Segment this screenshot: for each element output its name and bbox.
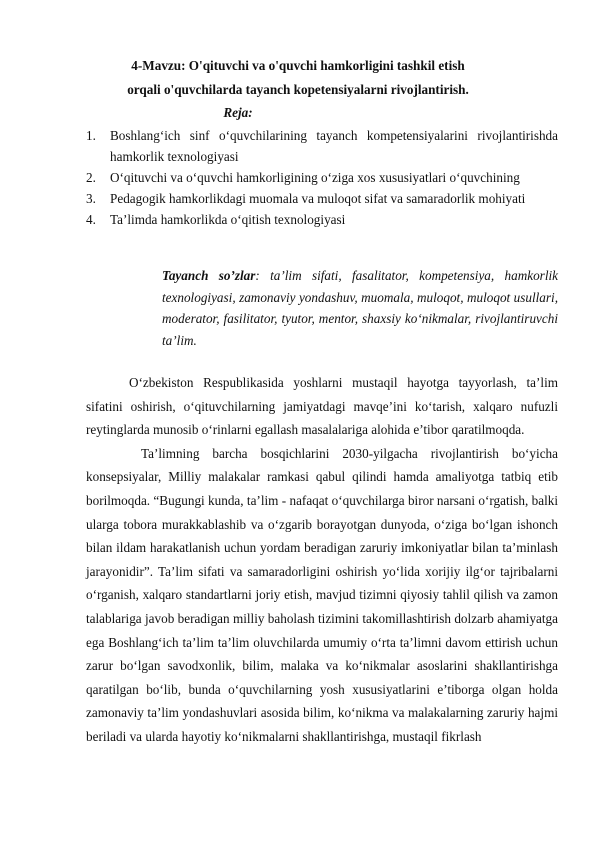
title-line-2: orqali o'quvchilarda tayanch kopetensiyalarni rivojlantirish. bbox=[127, 82, 469, 97]
plan-item-number: 4. bbox=[86, 212, 96, 227]
plan-item bbox=[86, 209, 558, 230]
plan-item-number: 1. bbox=[86, 128, 96, 143]
title-line-1: 4-Mavzu: O'qituvchi va o'quvchi hamkorligini tashkil etish bbox=[131, 58, 465, 73]
plan-item-text: Ta’limda hamkorlikda o‘qitish texnologiyasi bbox=[110, 212, 346, 227]
plan-list bbox=[86, 125, 558, 230]
body-text bbox=[86, 371, 558, 749]
keywords-label: Tayanch so’zlar bbox=[162, 268, 256, 283]
keywords-block bbox=[162, 265, 558, 351]
plan-item-text: Boshlang‘ich sinf o‘quvchilarining tayanch kompetensiyalarini rivojlantirishda hamkorlik texnologiyasi bbox=[110, 128, 558, 164]
plan-heading: Reja: bbox=[223, 105, 253, 120]
plan-item bbox=[86, 167, 558, 188]
plan-item bbox=[86, 125, 558, 167]
keywords-text: : ta’lim sifati, fasalitator, kompetensiya, hamkorlik texnologiyasi, zamonaviy yondashuv, muomala, muloqot, muloqot usullari, moderator, fasilitator, tyutor, mentor, shaxsiy ko‘nikmalar, rivojlantiruvchi ta’lim. bbox=[162, 268, 558, 348]
plan-item-number: 2. bbox=[86, 170, 96, 185]
plan-item-number: 3. bbox=[86, 191, 96, 206]
plan-item-text: O‘qituvchi va o‘quvchi hamkorligining o‘ziga xos xususiyatlari o‘quvchining bbox=[110, 170, 520, 185]
paragraph-1: O‘zbekiston Respublikasida yoshlarni mustaqil hayotga tayyorlash, ta’lim sifatini oshirish, o‘qituvchilarning jamiyatdagi mavqe’ini ko‘tarish, xalqaro nufuzli reytinglarda munosib o‘rinlarni egallash masalalariga alohida e’tibor qaratilmoqda. bbox=[86, 375, 558, 438]
paragraph-2: Ta’limning barcha bosqichlarini 2030-yilgacha rivojlantirish bo‘yicha konsepsiyalar, Milliy malakalar ramkasi qabul qilindi hamda amaliyotga tatbiq etib borilmoqda. “Bugungi kunda, ta’lim - nafaqat o‘quvchilarga biror narsani o‘rgatish, balki ularga tobora murakkablashib va o‘zgarib borayotgan dunyoda, o‘ziga bo‘lgan ishonch bilan ildam harakatlanish uchun yordam beradigan zaruriy imkoniyatlar bilan ta’minlash jarayonidir”. Ta’lim sifati va samaradorligini oshirish yo‘lida xorijiy ilg‘or tajribalarni o‘rganish, xalqaro standartlarni joriy etish, mavjud tizimni qiyosiy tahlil qilish va zamon talablariga javob beradigan milliy baholash tizimini takomillashtirish dolzarb ahamiyatga ega Boshlang‘ich ta’lim ta’lim oluvchilarda umumiy o‘rta ta’limni davom ettirish uchun zarur bo‘lgan savodxonlik, bilim, malaka va ko‘nikmalar asoslarini shakllantirishga qaratilgan bo‘lib, bunda o‘quvchilarning yosh xususiyatlarini e’tiborga olgan holda zamonaviy ta’lim yondashuvlari asosida bilim, ko‘nikma va malakalarning zaruriy hajmi beriladi va ularda hayotiy ko‘nikmalarni shakllantirishga, mustaqil fikrlash bbox=[86, 445, 558, 744]
plan-item-text: Pedagogik hamkorlikdagi muomala va muloqot sifat va samaradorlik mohiyati bbox=[110, 191, 526, 206]
plan-item bbox=[86, 188, 558, 209]
